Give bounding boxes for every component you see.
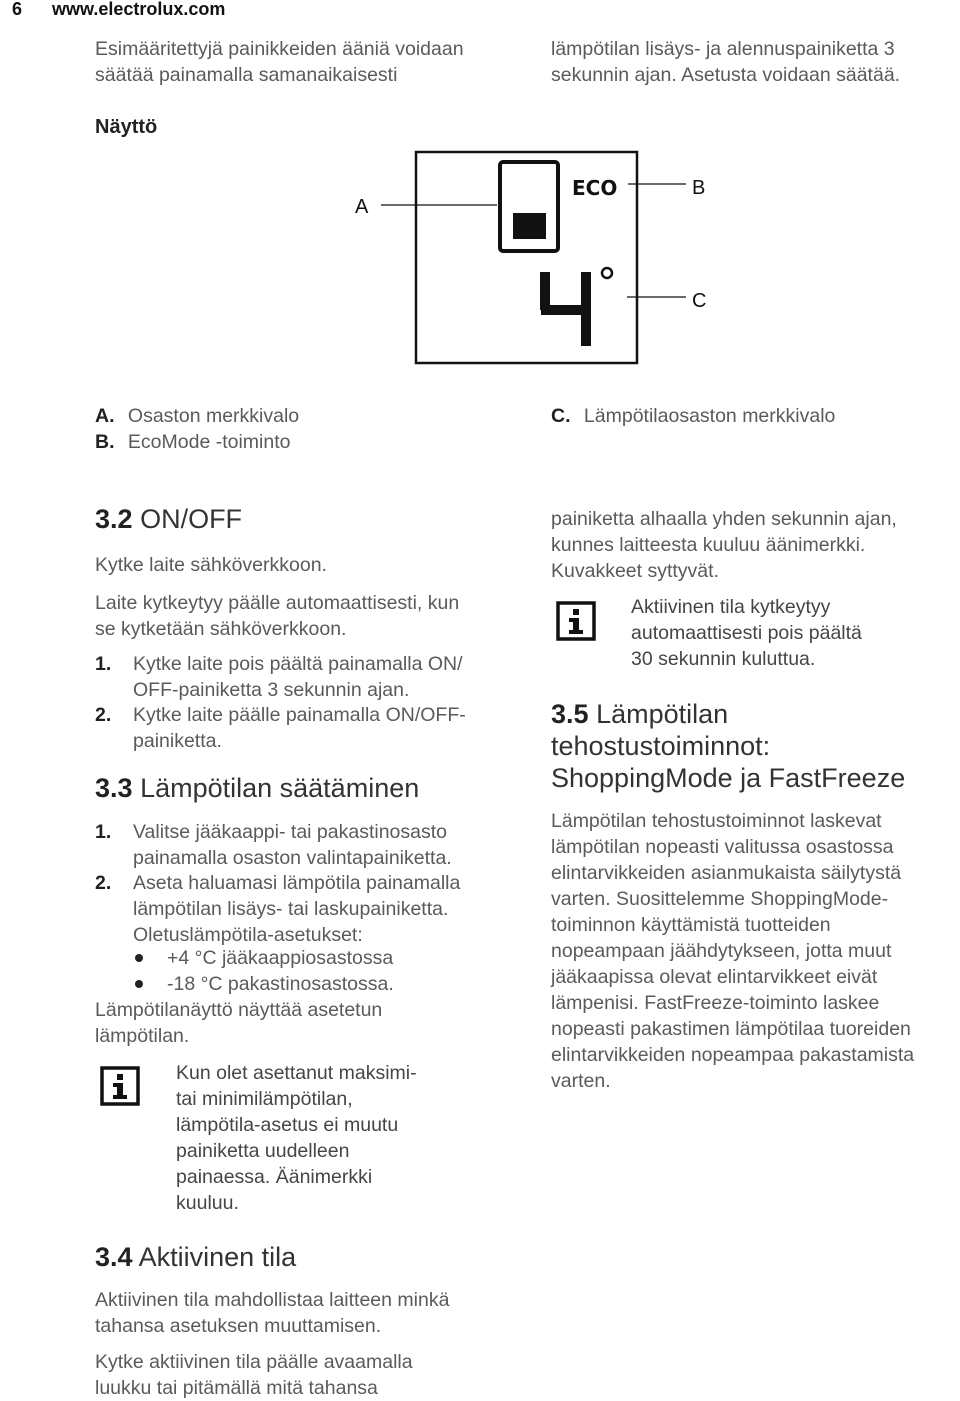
text-line: se kytketään sähköverkkoon.: [95, 618, 347, 640]
text-line: elintarvikkeiden asianmukaista säilytystä: [551, 862, 902, 884]
section-number: 3.5: [551, 699, 589, 729]
section-title-display: Näyttö: [95, 116, 158, 138]
section-title: ON/OFF: [140, 504, 243, 534]
text-line: jääkaapissa olevat elintarvikkeet eivät: [551, 966, 878, 988]
section-title-line: tehostustoiminnot:: [551, 731, 771, 761]
s34-p1: [95, 1287, 449, 1339]
heading-3-3: [95, 772, 419, 804]
text-line: Kytke laite pois päältä painamalla ON/: [133, 653, 463, 675]
section-title: Lämpötilan säätäminen: [140, 773, 420, 803]
compartment-indicator: [513, 213, 546, 239]
bullet-item: -18 °C pakastinosastossa.: [167, 973, 394, 995]
s33-after: [95, 997, 382, 1049]
step-number: 2.: [95, 704, 112, 726]
section-number: 3.4: [95, 1242, 133, 1272]
legend-key: B.: [95, 431, 115, 453]
text-line: lämpenisi. FastFreeze-toiminto laskee: [551, 992, 880, 1014]
legend-text: EcoMode -toiminto: [127, 431, 291, 453]
text-line: painiketta alhaalla yhden sekunnin ajan,: [551, 508, 897, 530]
text-line: OFF-painiketta 3 sekunnin ajan.: [133, 679, 410, 701]
page-number: 6: [12, 0, 23, 19]
right-continuation: [551, 506, 897, 584]
info-icon: [100, 1066, 140, 1106]
text-line: Valitse jääkaappi- tai pakastinosasto: [133, 821, 447, 843]
text-line: toiminnon käyttämistä tuotteiden: [551, 914, 831, 936]
label-b: B: [692, 177, 706, 199]
section-title-line: Lämpötilan: [596, 699, 729, 729]
legend-key: C.: [551, 405, 571, 427]
text-line: painiketta uudelleen: [176, 1140, 350, 1162]
text-line: varten. Suosittelemme ShoppingMode-: [551, 888, 889, 910]
legend-b: [95, 429, 291, 455]
legend-a: [95, 403, 299, 429]
heading-3-2: [95, 503, 242, 535]
step-number: 1.: [95, 653, 112, 675]
text-line: tahansa asetuksen muuttamisen.: [95, 1315, 382, 1337]
text-line: lämpötilan.: [95, 1025, 190, 1047]
intro-left-line: säätää painamalla samanaikaisesti: [95, 64, 398, 86]
text-line: elintarvikkeiden nopeampaa pakastamista: [551, 1044, 915, 1066]
legend-key: A.: [95, 405, 115, 427]
text-line: nopeampaan jäähdytykseen, jotta muut: [551, 940, 892, 962]
digit-four: [541, 272, 591, 346]
text-line: automaattisesti pois päältä: [631, 622, 862, 644]
text-line: painamalla osaston valintapainiketta.: [133, 847, 452, 869]
text-line: Kytke aktiivinen tila päälle avaamalla: [95, 1351, 413, 1373]
text-line: Kytke laite päälle painamalla ON/OFF-: [133, 704, 466, 726]
heading-3-5: [551, 698, 905, 794]
bullet-item: +4 °C jääkaappiosastossa: [167, 947, 394, 969]
degree-symbol: [602, 268, 612, 278]
legend-text: Lämpötilaosaston merkkivalo: [583, 405, 836, 427]
text-line: tai minimilämpötilan,: [176, 1088, 353, 1110]
text-line: Kuvakkeet syttyvät.: [551, 560, 719, 582]
text-line: painaessa. Äänimerkki: [176, 1166, 373, 1188]
header-url: www.electrolux.com: [52, 0, 226, 19]
s33-info-text: [176, 1060, 417, 1216]
label-a: A: [355, 196, 369, 218]
text-line: luukku tai pitämällä mitä tahansa: [95, 1377, 378, 1399]
text-line: painiketta.: [133, 730, 222, 752]
right-info-text: [631, 594, 862, 672]
text-line: Laite kytkeytyy päälle automaattisesti, kun: [95, 592, 460, 614]
legend-text: Osaston merkkivalo: [127, 405, 300, 427]
text-line: kunnes laitteesta kuuluu äänimerkki.: [551, 534, 866, 556]
intro-left-line: Esimääritettyjä painikkeiden ääniä voidaan: [95, 38, 464, 60]
text-line: varten.: [551, 1070, 611, 1092]
s35-body: [551, 808, 914, 1094]
intro-right-line: sekunnin ajan. Asetusta voidaan säätää.: [551, 64, 901, 86]
text-line: lämpötila-asetus ei muutu: [176, 1114, 399, 1136]
text-line: Lämpötilanäyttö näyttää asetetun: [95, 999, 383, 1021]
section-title-line: ShoppingMode ja FastFreeze: [551, 763, 906, 793]
section-title: Aktiivinen tila: [138, 1242, 297, 1272]
text-line: Oletuslämpötila-asetukset:: [133, 924, 363, 946]
section-number: 3.3: [95, 773, 133, 803]
s32-p1: Kytke laite sähköverkkoon.: [95, 554, 327, 576]
eco-text: ECO: [572, 176, 618, 200]
legend-c: [551, 403, 835, 429]
bullet-dot: [135, 954, 143, 962]
text-line: lämpötilan lisäys- tai laskupainiketta.: [133, 898, 449, 920]
text-line: kuuluu.: [176, 1192, 239, 1214]
info-icon: [556, 601, 596, 641]
text-line: Aktiivinen tila kytkeytyy: [631, 596, 831, 618]
step-number: 2.: [95, 872, 112, 894]
text-line: nopeasti pakastimen lämpötilaa tuoreiden: [551, 1018, 911, 1040]
bullet-dot: [135, 980, 143, 988]
heading-3-4: [95, 1241, 296, 1273]
text-line: Aktiivinen tila mahdollistaa laitteen minkä: [95, 1289, 450, 1311]
s32-p2: [95, 590, 459, 642]
text-line: Kun olet asettanut maksimi-: [176, 1062, 417, 1084]
text-line: 30 sekunnin kuluttua.: [631, 648, 816, 670]
section-number: 3.2: [95, 504, 133, 534]
text-line: Aseta haluamasi lämpötila painamalla: [133, 872, 461, 894]
label-c: C: [692, 290, 707, 312]
intro-right-line: lämpötilan lisäys- ja alennuspainiketta 3: [551, 38, 895, 60]
step-number: 1.: [95, 821, 112, 843]
text-line: Lämpötilan tehostustoiminnot laskevat: [551, 810, 882, 832]
s34-p2: [95, 1349, 413, 1401]
text-line: lämpötilan nopeasti valitussa osastossa: [551, 836, 894, 858]
